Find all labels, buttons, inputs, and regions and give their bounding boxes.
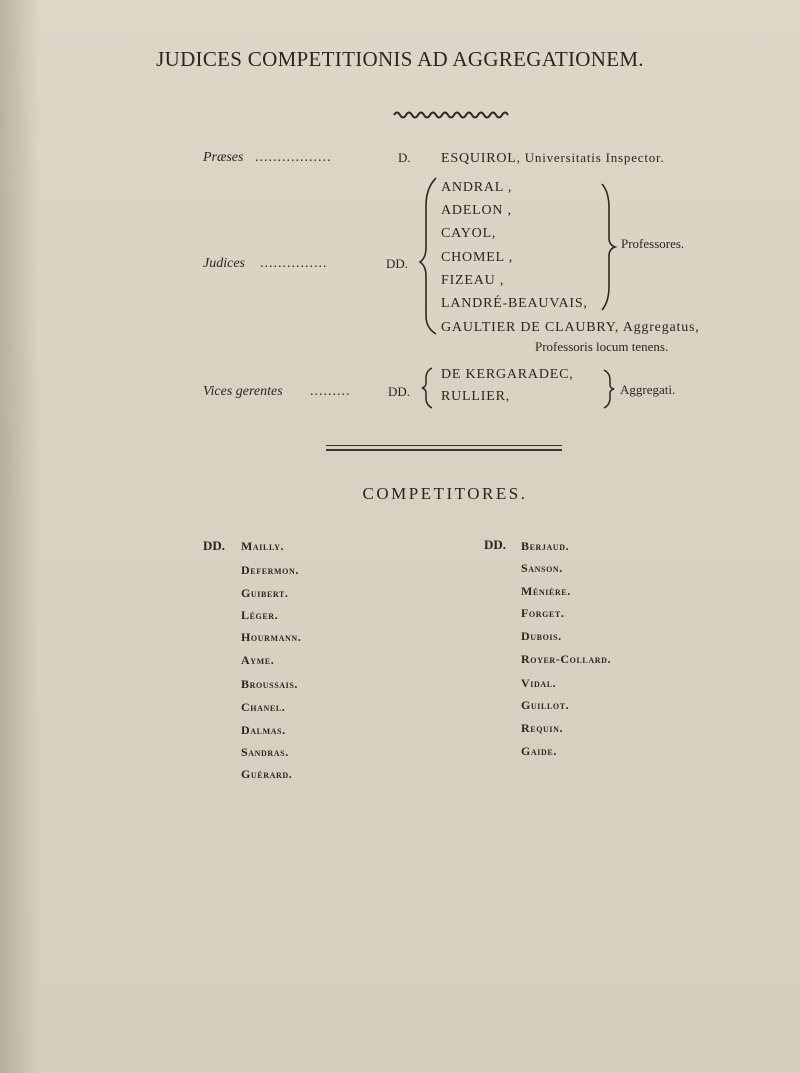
separator-rule-top bbox=[326, 445, 562, 446]
competitor-name: Broussais. bbox=[241, 677, 299, 691]
vices-title: DD. bbox=[388, 384, 411, 399]
competitor-name: Ayme. bbox=[241, 653, 275, 667]
competitor-name: Mailly. bbox=[241, 539, 285, 553]
competitor-name: Ménière. bbox=[521, 584, 571, 598]
competitor-name: Defermon. bbox=[241, 563, 299, 577]
page-title: JUDICES COMPETITIONIS AD AGGREGATIONEM. bbox=[156, 47, 644, 71]
vices-right-brace bbox=[602, 368, 616, 410]
judices-left-brace bbox=[418, 176, 440, 336]
competitor-name: Hourmann. bbox=[241, 630, 302, 644]
competitor-name: Requin. bbox=[521, 721, 564, 735]
competitor-name: Gaide. bbox=[521, 744, 557, 758]
vices-name: DE KERGARADEC, bbox=[441, 367, 574, 382]
competitor-name: Guérard. bbox=[241, 767, 293, 781]
competitor-name: Dalmas. bbox=[241, 723, 286, 737]
judices-title: DD. bbox=[386, 256, 409, 271]
judex-extra-name: GAULTIER DE CLAUBRY, Aggregatus, bbox=[441, 320, 700, 335]
competitor-name: Royer-Collard. bbox=[521, 652, 612, 666]
right-prefix: DD. bbox=[484, 537, 507, 552]
competitor-name: Berjaud. bbox=[521, 539, 570, 553]
judex-name: ADELON , bbox=[441, 203, 512, 218]
competitor-name: Guillot. bbox=[521, 698, 570, 712]
judex-name: CAYOL, bbox=[441, 226, 497, 241]
professores-label: Professores. bbox=[621, 236, 685, 251]
praeses-surname: ESQUIROL bbox=[441, 151, 517, 166]
praeses-role: , Universitatis Inspector. bbox=[516, 150, 665, 165]
competitor-name: Vidal. bbox=[521, 676, 557, 690]
judex-name: LANDRÉ-BEAUVAIS, bbox=[441, 296, 588, 311]
vices-left-brace bbox=[420, 366, 434, 410]
aggregati-label: Aggregati. bbox=[620, 382, 676, 397]
professores-right-brace bbox=[600, 182, 618, 312]
ornament-rule bbox=[392, 110, 512, 120]
praeses-name bbox=[441, 150, 665, 167]
competitor-name: Forget. bbox=[521, 606, 565, 620]
competitor-name: Sanson. bbox=[521, 561, 563, 575]
praeses-label: Præses bbox=[203, 150, 244, 165]
vices-label: Vices gerentes bbox=[203, 384, 283, 399]
judices-label: Judices bbox=[203, 256, 245, 271]
competitores-heading: COMPETITORES. bbox=[362, 484, 528, 503]
vices-name: RULLIER, bbox=[441, 389, 511, 404]
judices-dots: ............... bbox=[260, 256, 328, 271]
left-prefix: DD. bbox=[203, 538, 226, 553]
vices-dots: ......... bbox=[310, 384, 351, 399]
competitor-name: Chanel. bbox=[241, 700, 286, 714]
praeses-title: D. bbox=[398, 150, 411, 165]
competitor-name: Guibert. bbox=[241, 586, 289, 600]
competitor-name: Sandras. bbox=[241, 745, 289, 759]
competitor-name: Dubois. bbox=[521, 629, 562, 643]
competitor-name: Léger. bbox=[241, 608, 279, 622]
praeses-dots: ................. bbox=[255, 150, 332, 165]
judex-name: FIZEAU , bbox=[441, 273, 505, 288]
separator-rule-bottom bbox=[326, 449, 562, 451]
judex-name: ANDRAL , bbox=[441, 180, 513, 195]
judex-extra-role: Professoris locum tenens. bbox=[535, 339, 669, 354]
judex-name: CHOMEL , bbox=[441, 250, 513, 265]
